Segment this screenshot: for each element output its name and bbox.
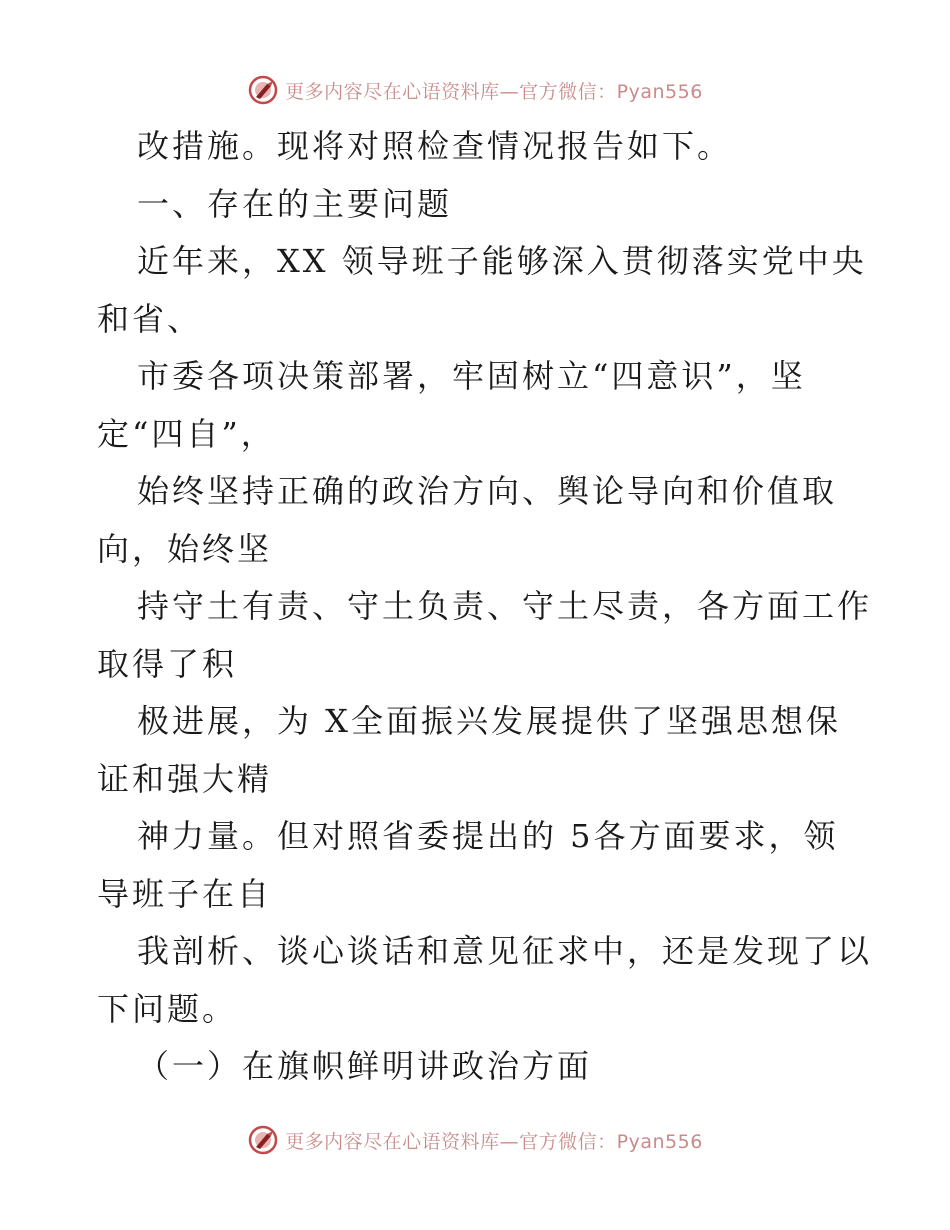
paragraph-line: 近年来，XX 领导班子能够深入贯彻落实党中央 <box>137 242 867 280</box>
watermark-text: 更多内容尽在心语资料库—官方微信：Pyan556 <box>285 80 703 103</box>
watermark-text: 更多内容尽在心语资料库—官方微信：Pyan556 <box>285 1130 703 1153</box>
paragraph-line: 定“四自”， <box>97 414 276 453</box>
paragraph-line: （一）在旗帜鲜明讲政治方面 <box>137 1047 593 1085</box>
paragraph-line: 持守土有责、守土负责、守土尽责，各方面工作 <box>137 587 873 625</box>
paragraph-line: 极进展，为 X全面振兴发展提供了坚强思想保 <box>137 702 841 740</box>
paragraph-line: 下问题。 <box>97 989 238 1028</box>
footer-watermark <box>0 1120 950 1160</box>
paragraph-line: 神力量。但对照省委提出的 5各方面要求，领 <box>137 817 839 855</box>
header-watermark <box>0 70 950 110</box>
document-body <box>97 118 873 1096</box>
pen-nib-circle-icon <box>247 74 279 106</box>
pen-nib-circle-icon <box>247 1124 279 1156</box>
paragraph-line: 证和强大精 <box>97 759 273 798</box>
paragraph-line: 和省、 <box>97 299 203 338</box>
paragraph-line: 我剖析、谈心谈话和意见征求中，还是发现了以 <box>137 932 873 970</box>
paragraph-line: 取得了积 <box>97 644 238 683</box>
paragraph-line: 改措施。现将对照检查情况报告如下。 <box>137 127 733 165</box>
paragraph-line: 市委各项决策部署，牢固树立“四意识”，坚 <box>137 357 806 395</box>
paragraph-line: 一、存在的主要问题 <box>137 184 453 223</box>
paragraph-line: 向，始终坚 <box>97 529 273 568</box>
paragraph-line: 导班子在自 <box>97 874 273 913</box>
paragraph-line: 始终坚持正确的政治方向、舆论导向和价值取 <box>137 472 838 510</box>
